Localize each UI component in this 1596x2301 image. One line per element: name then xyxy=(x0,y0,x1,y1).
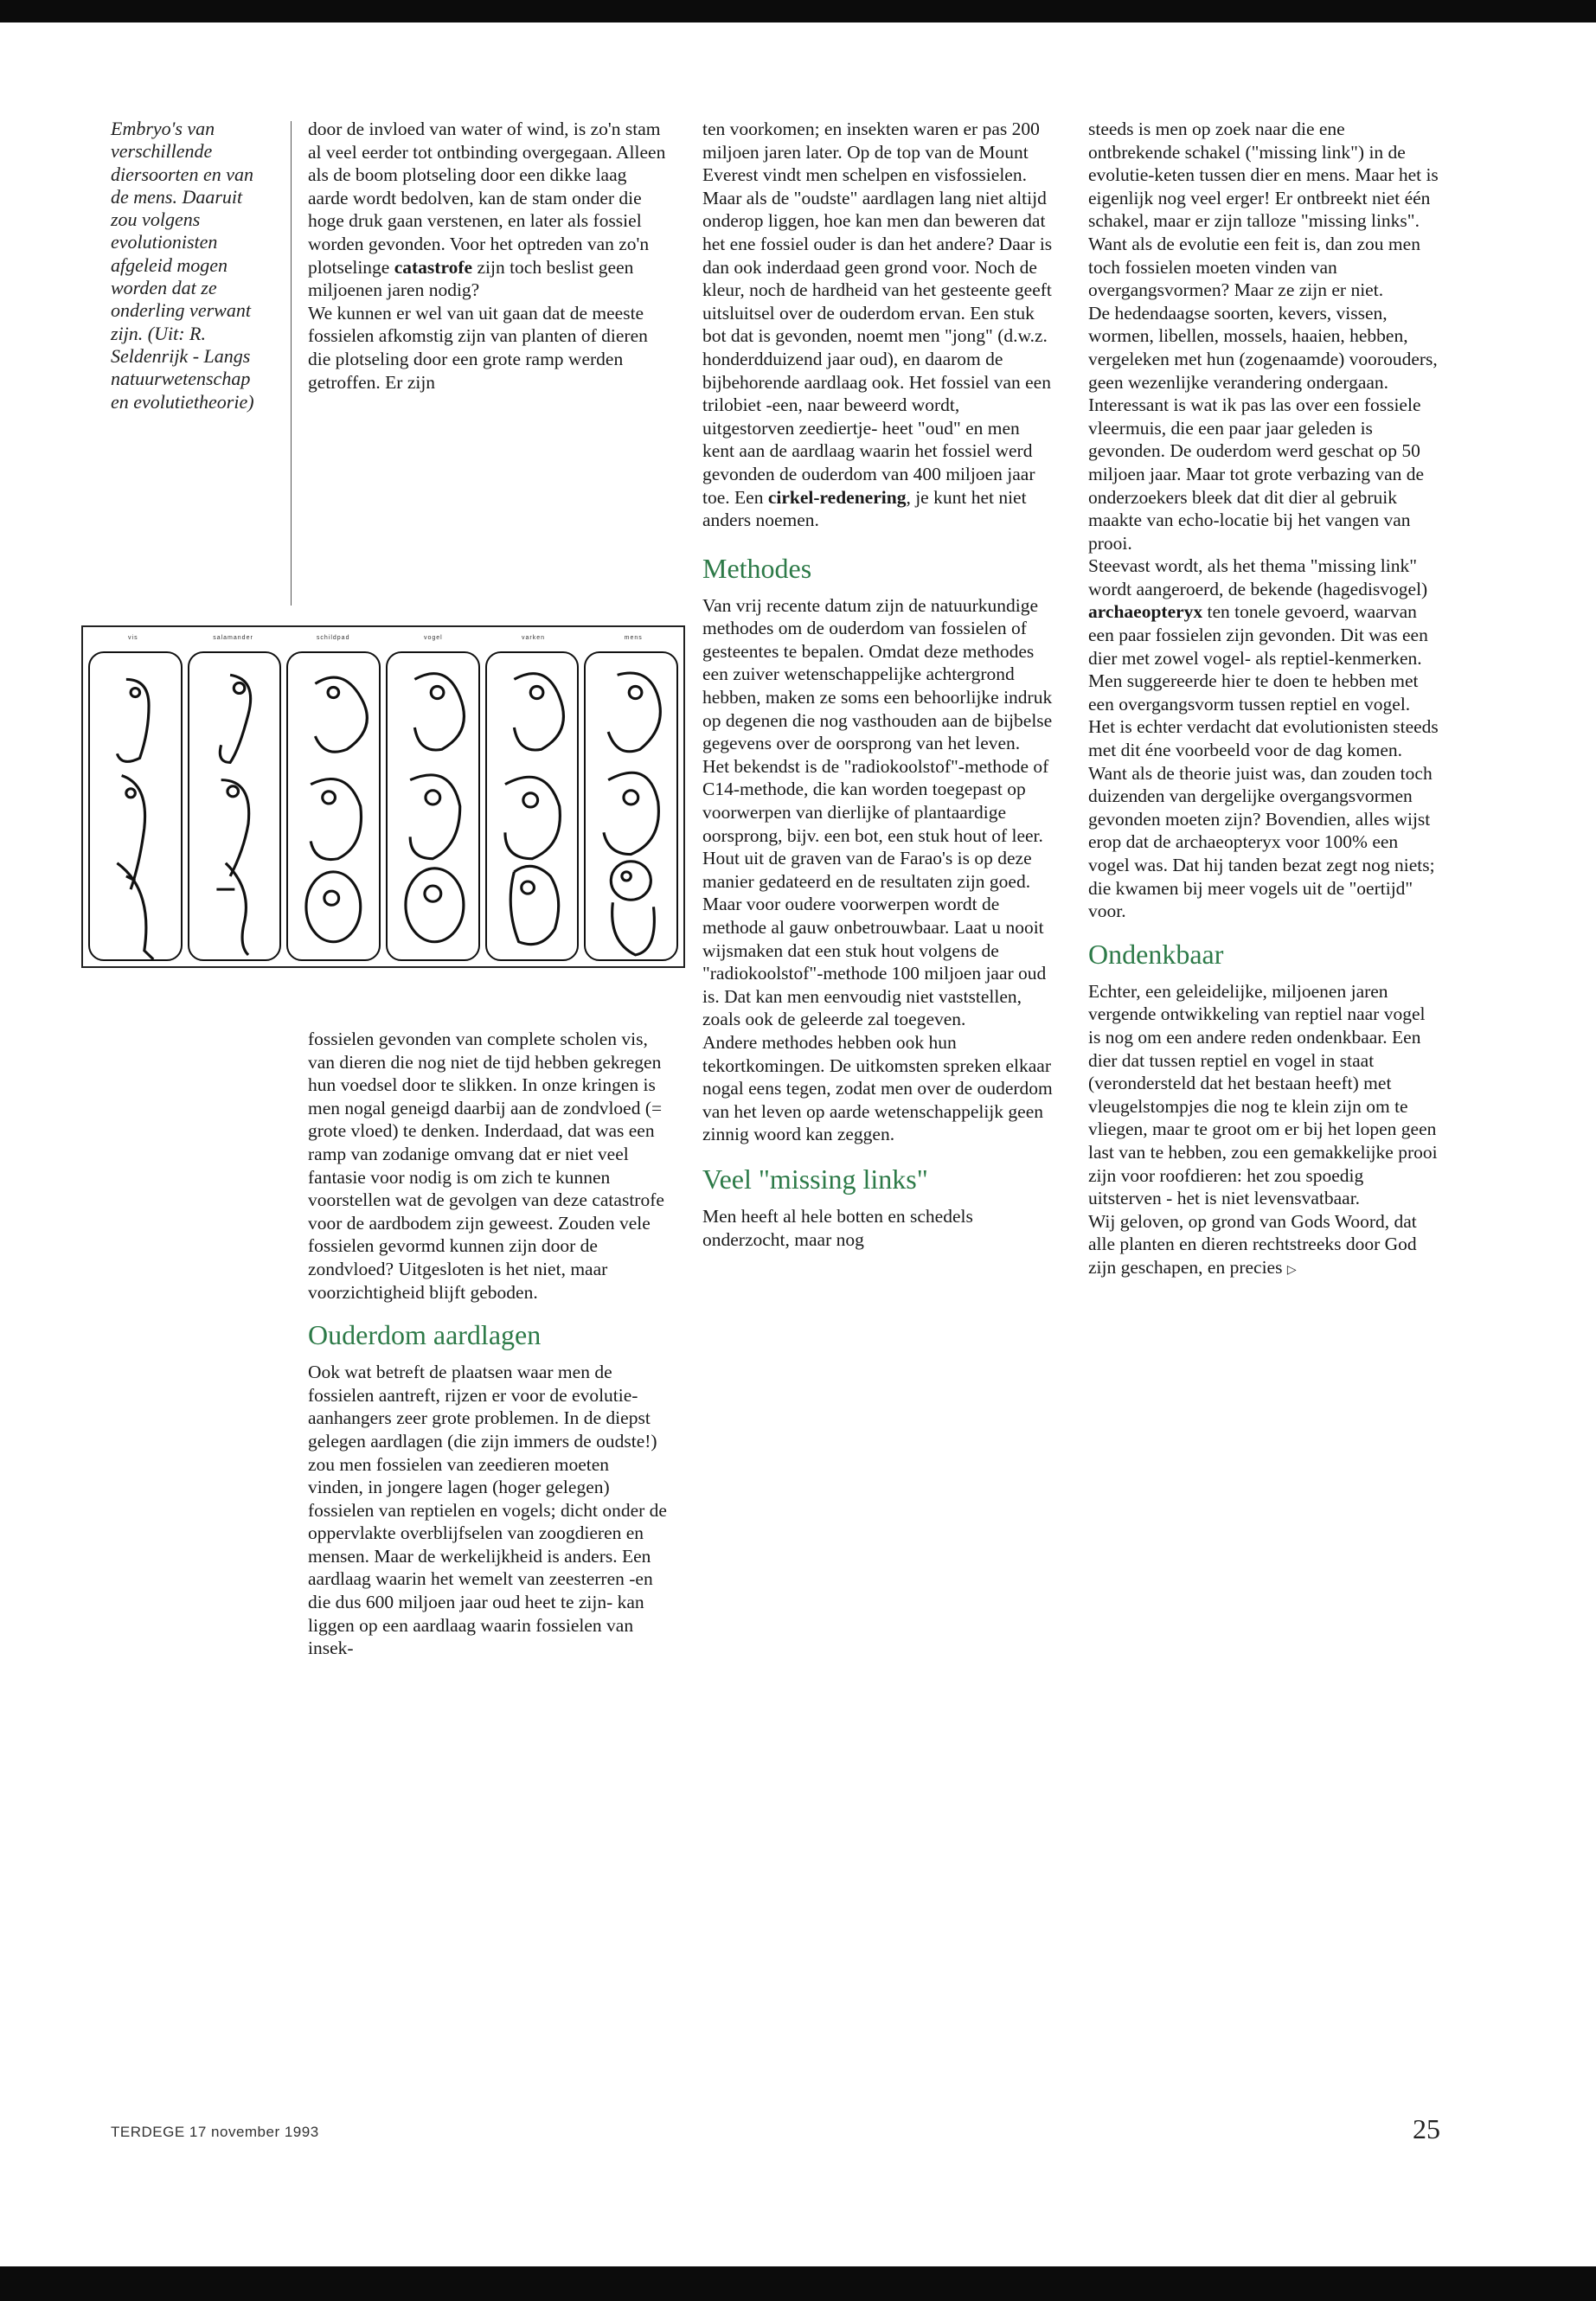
paragraph: We kunnen er wel van uit gaan dat de meeste fossielen afkomstig zijn van planten of dieren die plotseling door een grote ramp werden getroffen. Er zijn xyxy=(308,302,648,393)
paragraph: Het bekendst is de "radiokoolstof"-methode of C14-methode, die kan worden toegepast op voorwerpen van dierlijke of plantaardige oorsprong, bijv. een bot, een stuk hout of leer. Hout uit de graven van de Farao's is op deze manier gedateerd en de resultaten zijn goed. Maar voor oudere voorwerpen wordt de methode al gauw onbetrouwbaar. Laat u nooit wijsmaken dat een stuk hout volgens de "radiokoolstof"-methode 100 miljoen jaar oud is. Dat kan men eenvoudig niet vaststellen, zoals ook de geleerde zal toegeven. xyxy=(702,755,1049,1030)
embryo-column-salamander xyxy=(188,651,282,961)
embryo-column-bird xyxy=(386,651,480,961)
bold-term: catastrofe xyxy=(394,256,473,278)
paragraph: Want als de evolutie een feit is, dan zou men toch fossielen moeten vinden van overgangsvormen? Maar ze zijn er niet. xyxy=(1088,233,1420,301)
paragraph: Echter, een geleidelijke, miljoenen jaren vergende ontwikkeling van reptiel naar vogel is nog om een andere reden ondenkbaar. Een dier dat tussen reptiel en vogel in staat (verondersteld dat het bestaan heeft) met vleugelstompjes die nog te klein zijn om te vliegen, maar te groot om er bij het lopen geen last van te hebben, zou een gemakkelijke prooi zijn voor roofdieren: het zou spoedig uitsterven - het is niet levensvatbaar. xyxy=(1088,980,1438,1209)
embryo-drawing xyxy=(586,653,676,959)
paragraph: Interessant is wat ik pas las over een fossiele vleermuis, die een paar jaar geleden is gevonden. De ouderdom werd geschat op 50 miljoen jaar. Maar tot grote verbazing van de onderzoekers bleek dat dit dier al gebruik maakte van echo-locatie bij het vangen van prooi. xyxy=(1088,394,1425,554)
paragraph: Ook wat betreft de plaatsen waar men de fossielen aantreft, rijzen er voor de evolutie-aanhangers zeer grote problemen. In de diepst gelegen aardlagen (die zijn immers de oudste!) zou men fossielen van zeedieren moeten vinden, in jongere lagen (hoger gelegen) fossielen van reptielen en vogels; dicht onder de oppervlakte overblijfselen van zoogdieren en mensen. Maar de werkelijkheid is anders. Een aardlaag waarin het wemelt van zeesterren -en die dus 600 miljoen jaar oud heet te zijn- kan liggen op een aardlaag waarin fossielen van insek- xyxy=(308,1362,667,1659)
figure-label: vis xyxy=(128,635,138,641)
bold-term: cirkel-redenering xyxy=(767,486,907,508)
publication-footer: TERDEGE 17 november 1993 xyxy=(111,2124,319,2140)
column-1-bottom xyxy=(308,1028,668,1660)
figure-label: varken xyxy=(522,635,546,641)
embryo-column-pig xyxy=(485,651,580,961)
top-scan-border xyxy=(0,0,1596,22)
caption-divider xyxy=(291,121,292,606)
paragraph: door de invloed van water of wind, is zo'n stam al veel eerder tot ontbinding overgegaan. Alleen als de boom plotseling door een dikke laag aarde wordt bedolven, kan de stam onder die hoge druk gaan verstenen, en later als fossiel worden gevonden. Voor het optreden van zo'n plotselinge catastrofe zijn toch beslist geen miljoenen jaren nodig? xyxy=(308,119,666,301)
column-3 xyxy=(1088,118,1439,1283)
paragraph: Andere methodes hebben ook hun tekortkomingen. De uitkomsten spreken elkaar nogal eens tegen, zodat men over de ouderdom van het leven op aarde wetenschappelijk geen zinnig woord kan zeggen. xyxy=(702,1031,1053,1145)
embryo-column-fish xyxy=(88,651,183,961)
embryo-columns xyxy=(88,651,678,961)
embryo-drawing xyxy=(189,653,280,959)
embryo-column-turtle xyxy=(286,651,381,961)
paragraph: De hedendaagse soorten, kevers, vissen, wormen, libellen, mossels, haaien, hebben, vergeleken met hun (zogenaamde) voorouders, geen wezenlijke verandering ondergaan. xyxy=(1088,302,1438,393)
figure-label: salamander xyxy=(213,635,253,641)
embryo-drawing xyxy=(487,653,578,959)
figure-labels xyxy=(83,627,683,650)
bottom-scan-border xyxy=(0,2266,1596,2301)
embryo-drawing xyxy=(90,653,181,959)
paragraph: Men heeft al hele botten en schedels onderzocht, maar nog xyxy=(702,1205,973,1250)
figure-label: mens xyxy=(624,635,643,641)
section-heading: Methodes xyxy=(702,552,812,584)
paragraph: ten voorkomen; en insekten waren er pas 200 miljoen jaren later. Op de top van de Mount Everest vindt men schelpen en visfossielen. xyxy=(702,119,1040,186)
section-heading: Ondenkbaar xyxy=(1088,938,1224,970)
embryo-drawing xyxy=(388,653,478,959)
figure-label: vogel xyxy=(423,635,443,641)
paragraph: Wij geloven, op grond van Gods Woord, dat alle planten en dieren rechtstreeks door God zijn geschapen, en precies ▷ xyxy=(1088,1210,1417,1278)
figure-label: schildpad xyxy=(316,635,350,641)
column-1-top xyxy=(308,118,668,394)
column-2 xyxy=(702,118,1054,1251)
paragraph: fossielen gevonden van complete scholen vis, van dieren die nog niet de tijd hebben gekregen hun voedsel door te slikken. In onze kringen is men nogal geneigd daarbij aan de zondvloed (= grote vloed) te denken. Inderdaad, dat was een ramp van zodanige omvang dat er niet veel fantasie voor nodig is om zich te kunnen voorstellen wat de gevolgen van deze catastrofe voor de aardbodem zijn geweest. Zouden vele fossielen gevormd kunnen zijn door de zondvloed? Uitgesloten is het niet, maar voorzichtigheid blijft geboden. xyxy=(308,1029,664,1303)
paragraph: Van vrij recente datum zijn de natuurkundige methodes om de ouderdom van fossielen of gesteentes te bepalen. Omdat deze methodes een zuiver wetenschappelijke achtergrond hebben, maken ze soms een behoorlijke indruk op degenen die nog vasthouden aan de bijbelse gegevens over de oorsprong van het leven. xyxy=(702,594,1053,754)
section-heading: Veel "missing links" xyxy=(702,1163,928,1195)
figure-caption: Embryo's van verschillende diersoorten en van de mens. Daaruit zou volgens evolutionisten afgeleid mogen worden dat ze onderling verwant zijn. (Uit: R. Seldenrijk - Langs natuurwetenschap en evolutietheorie) xyxy=(111,118,254,413)
section-heading: Ouderdom aardlagen xyxy=(308,1319,542,1351)
paragraph: steeds is men op zoek naar die ene ontbrekende schakel ("missing link") in de evolutie-keten tussen dier en mens. Maar het is eigenlijk nog veel erger! Er ontbreekt niet één schakel, maar er zijn talloze "missing links". xyxy=(1088,119,1439,232)
bold-term: archaeopteryx xyxy=(1088,601,1203,623)
paragraph: Maar als de "oudste" aardlagen lang niet altijd onderop liggen, hoe kan men dan beweren dat het ene fossiel ouder is dan het andere? Daar is dan ook inderdaad geen grond voor. Noch de kleur, noch de hardheid van het gesteente geeft uitsluitsel over de ouderdom ervan. Een stuk bot dat is gevonden, noemt men "jong" (d.w.z. honderdduizend jaar oud), en daarom de bijbehorende aardlaag ook. Het fossiel van een trilobiet -een, naar beweerd wordt, uitgestorven zeediertje- heet "oud" en men kent aan de aardlaag waarin het fossiel werd gevonden de ouderdom van 400 miljoen jaar toe. Een cirkel-redenering, je kunt het niet anders noemen. xyxy=(702,187,1053,531)
paragraph: Steevast wordt, als het thema "missing link" wordt aangeroerd, de bekende (hagedisvogel) archaeopteryx ten tonele gevoerd, waarvan een paar fossielen zijn gevonden. Dit was een dier met zowel vogel- als reptiel-kenmerken. Men suggereerde hier te doen te hebben met een overgangsvorm tussen reptiel en vogel. Het is echter verdacht dat evolutionisten steeds met dit éne voorbeeld voor de dag komen. Want als de theorie juist was, dan zouden toch duizenden van dergelijke overgangsvormen gevonden moeten zijn? Bovendien, alles wijst erop dat de archaeopteryx voor 100% een vogel was. Dat hij tanden bezat zegt nog niets; die kwamen bij meer vogels uit de "oertijd" voor. xyxy=(1088,555,1439,922)
page-number: 25 xyxy=(1413,2113,1440,2144)
embryo-column-human xyxy=(584,651,678,961)
embryo-figure xyxy=(81,625,685,968)
continue-arrow-icon: ▷ xyxy=(1286,1263,1297,1277)
embryo-drawing xyxy=(288,653,379,959)
